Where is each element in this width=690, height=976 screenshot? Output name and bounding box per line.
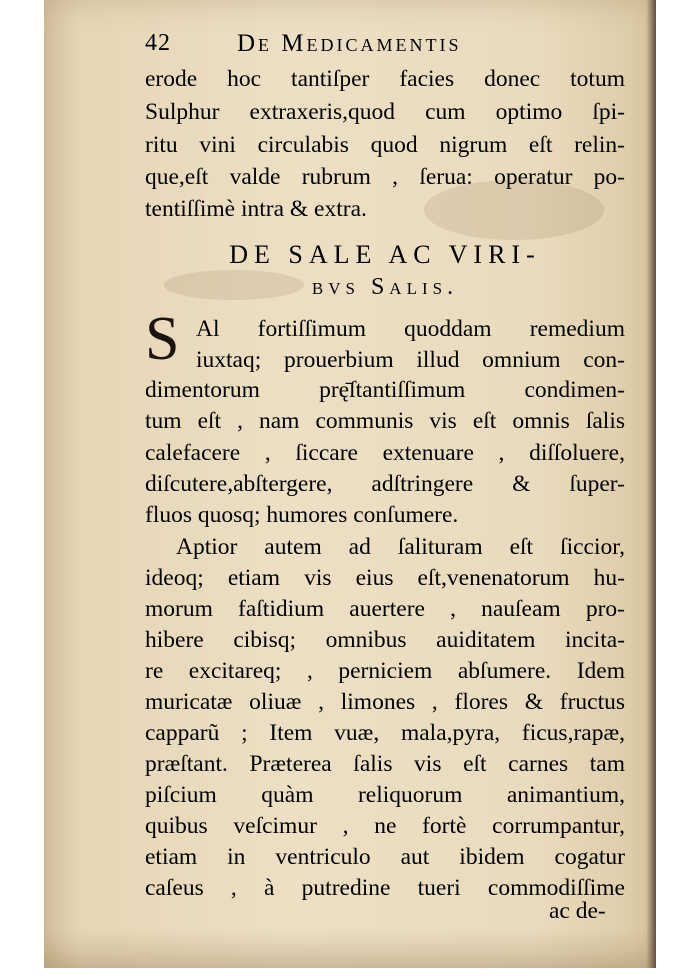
text-line: præſtant. Præterea ſalis vis eſt carnes tam bbox=[145, 751, 625, 777]
text-line: quibus veſcimur , ne fortè corrumpantur, bbox=[145, 813, 625, 839]
text-line: muricatæ oliuæ , limones , flores & fructus bbox=[145, 689, 625, 715]
text-line: caſeus , à putredine tueri commodiſſime bbox=[145, 875, 625, 901]
text-line: tum eſt , nam communis vis eſt omnis ſalis bbox=[145, 408, 625, 434]
text-line: fluos quosq; humores conſumere. bbox=[145, 502, 459, 528]
text-line: iuxtaq; prouerbium illud omnium con- bbox=[196, 347, 625, 373]
text-line: que,eſt valde rubrum , ſerua: operatur po- bbox=[145, 164, 625, 190]
text-line: capparũ ; Item vuæ, mala,pyra, ficus,rapæ, bbox=[145, 720, 625, 746]
page-number: 42 bbox=[145, 30, 171, 56]
page-bottom-shadow bbox=[44, 928, 656, 968]
text-line: erode hoc tantiſper facies donec totum bbox=[145, 66, 625, 92]
catchword: ac de- bbox=[549, 898, 606, 924]
text-line: hibere cibisq; omnibus auiditatem incita- bbox=[145, 627, 625, 653]
text-line: Sulphur extraxeris,quod cum optimo ſpi- bbox=[145, 99, 625, 125]
text-line: morum faſtidium auertere , nauſeam pro- bbox=[145, 596, 625, 622]
text-line: ritu vini circulabis quod nigrum eſt relin- bbox=[145, 132, 625, 158]
text-line: diſcutere,abſtergere, adſtringere & ſuper- bbox=[145, 471, 625, 497]
page-edge-shadow bbox=[646, 0, 656, 968]
text-line: etiam in ventriculo aut ibidem cogatur bbox=[145, 844, 625, 870]
text-line: re excitareq; , perniciem abſumere. Idem bbox=[145, 658, 625, 684]
text-line: calefacere , ſiccare extenuare , diſſoluere, bbox=[145, 440, 625, 466]
section-heading: DE SALE AC VIRI- bbox=[229, 240, 541, 269]
text-line: Aptior autem ad ſalituram eſt ſiccior, bbox=[176, 534, 625, 560]
running-title: De Medicamentis bbox=[237, 30, 462, 57]
text-line: ideoq; etiam vis eius eſt,venenatorum hu- bbox=[145, 565, 625, 591]
text-line: piſcium quàm reliquorum animantium, bbox=[145, 782, 625, 808]
text-line: Al fortiſſimum quoddam remedium bbox=[196, 316, 625, 342]
text-line: tentiſſimè intra & extra. bbox=[145, 196, 367, 222]
section-heading-continuation: bvs Salis. bbox=[311, 274, 459, 300]
page-header bbox=[145, 30, 625, 64]
initial-letter: S bbox=[145, 305, 180, 373]
text-line: dimentorum prę̄ſtantiſſimum condimen- bbox=[145, 377, 625, 403]
